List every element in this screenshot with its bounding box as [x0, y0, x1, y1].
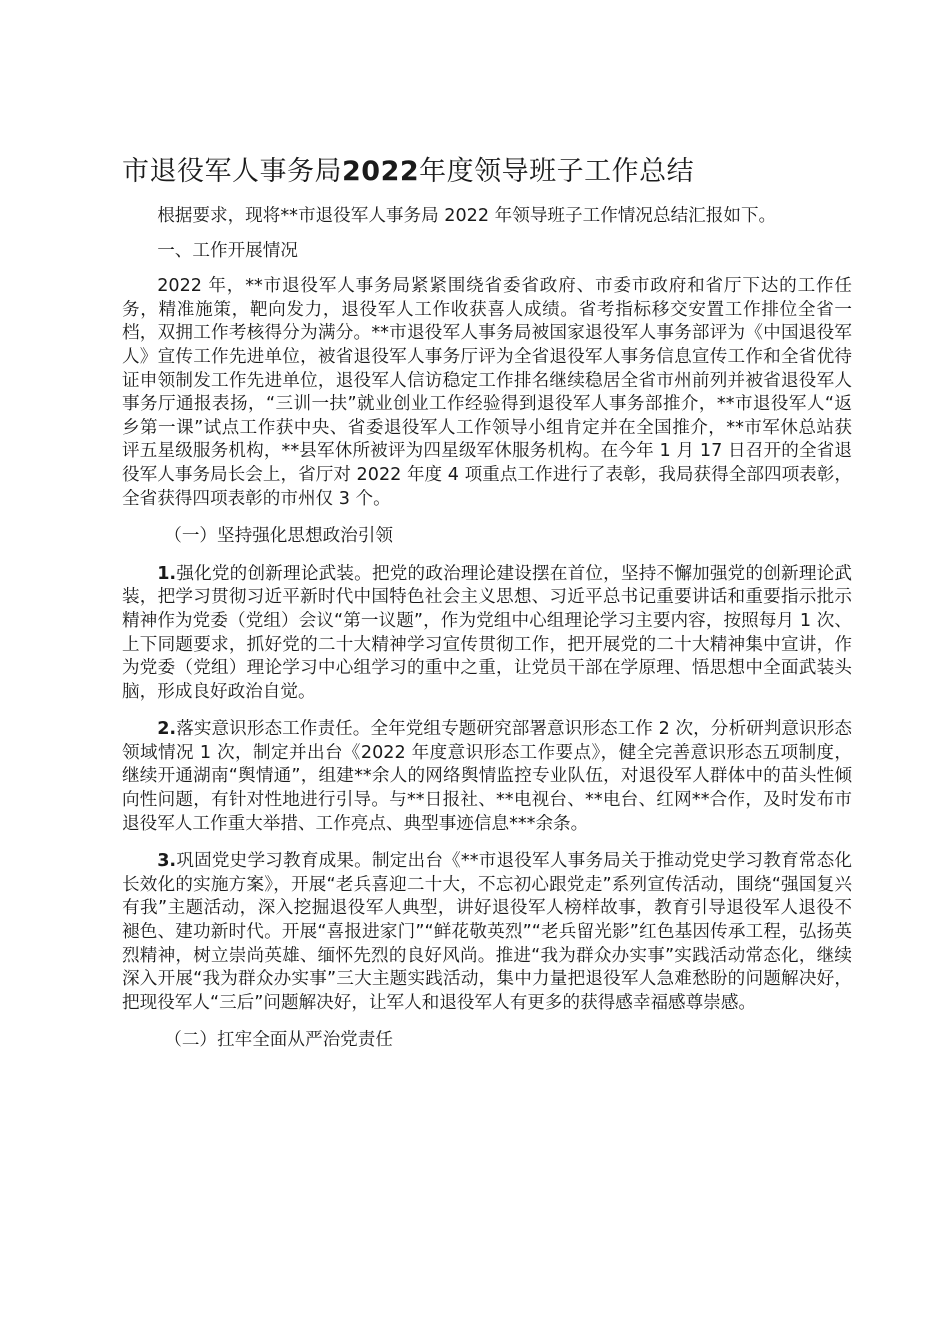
item-one-paragraph — [122, 563, 852, 705]
title-suffix: 年度领导班子工作总结 — [419, 156, 695, 187]
subsection-one-heading: （一）坚持强化思想政治引领 — [164, 526, 393, 547]
item-three-paragraph — [122, 850, 852, 1015]
item-three-text: 巩固党史学习教育成果。制定出台《**市退役军人事务局关于推动党史学习教育常态化长效化的实施方案》，开展“老兵喜迎二十大，不忘初心跟党走”系列宣传活动，围绕“强国复兴有我”主题活动，深入挖掘退役军人典型，讲好退役军人榜样故事，教育引导退役军人退役不褪色、建功新时代。开展“喜报进家门”“鲜花敬英烈”“老兵留光影”红色基因传承工程，弘扬英烈精神，树立崇尚英雄、缅怀先烈的良好风尚。推进“我为群众办实事”实践活动常态化，继续深入开展“我为群众办实事”三大主题实践活动，集中力量把退役军人急难愁盼的问题解决好，把现役军人“三后”问题解决好，让军人和退役军人有更多的获得感幸福感尊崇感。 — [122, 851, 852, 1013]
item-two-number: 2. — [157, 719, 177, 740]
item-one-number: 1. — [157, 563, 177, 584]
title-prefix: 市退役军人事务局 — [122, 156, 342, 187]
section-one-heading: 一、工作开展情况 — [157, 240, 298, 261]
document-title — [122, 152, 842, 192]
item-three-number: 3. — [157, 851, 177, 872]
item-two-text: 落实意识形态工作责任。全年党组专题研究部署意识形态工作 2 次，分析研判意识形态领域情况 1 次，制定并出台《2022 年度意识形态工作要点》，健全完善意识形态五项制度，继续开通湖南“舆情通”，组建**余人的网络舆情监控专业队伍，对退役军人群体中的苗头性倾向性问题，有针对性地进行引导。与**日报社、**电视台、**电台、红网**合作，及时发布市退役军人工作重大举措、工作亮点、典型事迹信息***余条。 — [122, 719, 852, 834]
item-two-paragraph — [122, 718, 852, 836]
intro-paragraph: 根据要求，现将**市退役军人事务局 2022 年领导班子工作情况总结汇报如下。 — [157, 206, 777, 226]
item-one-text: 强化党的创新理论武装。把党的政治理论建设摆在首位，坚持不懈加强党的创新理论武装，把学习贯彻习近平新时代中国特色社会主义思想、习近平总书记重要讲话和重要指示批示精神作为党委（党组）会议“第一议题”，作为党组中心组理论学习主要内容，按照每月 1 次、上下同题要求，抓好党的二十大精神学习宣传贯彻工作，把开展党的二十大精神集中宣讲，作为党委（党组）理论学习中心组学习的重中之重，让党员干部在学原理、悟思想中全面武装头脑，形成良好政治自觉。 — [122, 563, 852, 702]
document-body — [122, 205, 852, 1067]
subsection-two-heading: （二）扛牢全面从严治党责任 — [164, 1030, 393, 1051]
title-year: 2022 — [342, 156, 420, 187]
overview-paragraph: 2022 年，**市退役军人事务局紧紧围绕省委省政府、市委市政府和省厅下达的工作任务，精准施策，靶向发力，退役军人工作收获喜人成绩。省考指标移交安置工作排位全省一档，双拥工作考核得分为满分。**市退役军人事务局被国家退役军人事务部评为《中国退役军人》宣传工作先进单位，被省退役军人事务厅评为全省退役军人事务信息宣传工作和全省优待证申领制发工作先进单位，退役军人信访稳定工作排名继续稳居全省市州前列并被省退役军人事务厅通报表扬，“三训一扶”就业创业工作经验得到退役军人事务部推介，**市退役军人“返乡第一课”试点工作获中央、省委退役军人工作领导小组肯定并在全国推介，**市军休总站获评五星级服务机构，**县军休所被评为四星级军休服务机构。在今年 1 月 17 日召开的全省退役军人事务局长会上，省厅对 2022 年度 4 项重点工作进行了表彰，我局获得全部四项表彰，全省获得四项表彰的市州仅 3 个。 — [122, 276, 852, 509]
